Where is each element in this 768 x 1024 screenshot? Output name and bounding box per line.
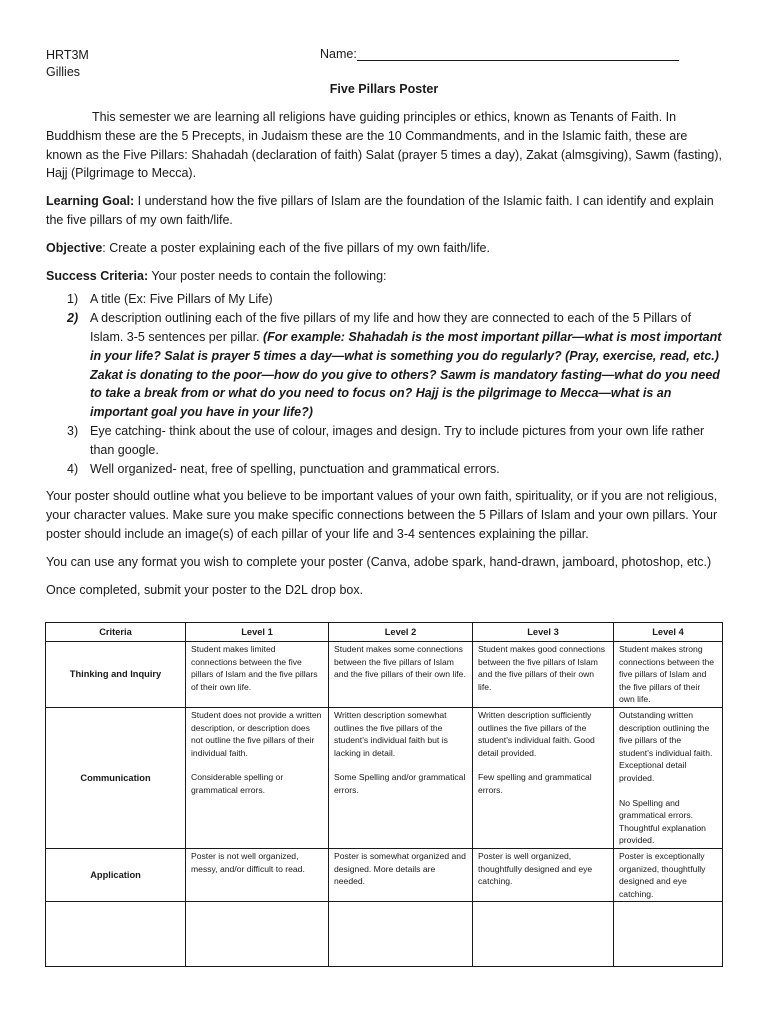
column-header: Level 4	[614, 623, 723, 642]
empty-cell	[473, 902, 614, 967]
cell-text: Written description sufficiently outlines the five pillars of the student's individual faith. Good detail provided.	[478, 709, 595, 758]
table-cell: Poster is exceptionally organized, thoughtfully designed and eye catching.	[614, 848, 723, 901]
table-cell: Student makes some connections between the five pillars of Islam and the five pillars of their own life.	[329, 642, 473, 708]
list-item	[46, 460, 722, 479]
name-label: Name:	[320, 47, 357, 61]
table-cell: Poster is well organized, thoughtfully designed and eye catching.	[473, 848, 614, 901]
cell-text: Considerable spelling or grammatical errors.	[191, 772, 284, 795]
table-cell: Student makes strong connections between the five pillars of Islam and the five pillars of their own life.	[614, 642, 723, 708]
column-header: Level 2	[329, 623, 473, 642]
empty-cell	[46, 902, 186, 967]
cell-text: Few spelling and grammatical errors.	[478, 772, 592, 795]
list-item	[46, 309, 722, 422]
submit-paragraph: Once completed, submit your poster to the D2L drop box.	[46, 582, 364, 597]
table-cell: Student makes limited connections between the five pillars of Islam and the five pillars of their own life.	[186, 642, 329, 708]
learning-goal-label: Learning Goal:	[46, 194, 135, 209]
cell-text: Student does not provide a written description, or description does not outline the five pillars of their individual faith.	[191, 709, 322, 758]
table-cell	[186, 707, 329, 848]
objective-label: Objective	[46, 240, 103, 255]
cell-text: Some Spelling and/or grammatical errors.	[334, 772, 466, 795]
table-row	[46, 707, 723, 848]
column-header: Level 1	[186, 623, 329, 642]
objective	[46, 239, 722, 258]
success-criteria-text: Your poster needs to contain the following:	[148, 268, 387, 283]
table-row	[46, 642, 723, 708]
success-criteria-label: Success Criteria:	[46, 268, 149, 283]
list-text: A title (Ex: Five Pillars of My Life)	[90, 292, 273, 307]
list-number: 1)	[67, 292, 79, 307]
table-cell: Poster is somewhat organized and designed. More details are needed.	[329, 848, 473, 901]
empty-cell	[614, 902, 723, 967]
objective-text: : Create a poster explaining each of the five pillars of my own faith/life.	[102, 240, 490, 255]
table-cell	[614, 707, 723, 848]
table-cell: Student makes good connections between the five pillars of Islam and the five pillars of their own life.	[473, 642, 614, 708]
pillar-example-text: (For example: Shahadah is the most important pillar—what is most important in your life? Salat is prayer 5 times a day—what is something you do regularly? (Pray, exercise, read, etc.) Zakat is donating to the poor—how do you give to others? Sawm is mandatory fasting—what do you need to take a break from or what do you need to focus on? Hajj is the pilgrimage to Mecca—what is an important goal you have in your life?)	[90, 329, 722, 420]
list-text: A description outlining each of the five pillars of my life and how they are connected to each of the 5 Pillars of Islam. 3-5 sentences per pillar.	[90, 311, 692, 344]
name-blank-line	[357, 47, 679, 61]
assignment-body	[46, 108, 722, 599]
course-info	[46, 47, 89, 81]
values-paragraph: Your poster should outline what you believe to be important values of your own faith, spirituality, or if you are not religious, your character values. Make sure you make specific connections between the 5 Pillars of Islam and your own pillars. Your poster should include an image(s) of each pillar of your life and 3-4 sentences explaining the pillar.	[46, 489, 718, 541]
criteria-cell: Communication	[46, 707, 186, 848]
list-item	[46, 290, 722, 309]
list-text: Eye catching- think about the use of colour, images and design. Try to include pictures from your own life rather than google.	[90, 423, 705, 457]
list-item	[46, 422, 722, 460]
criteria-cell: Thinking and Inquiry	[46, 642, 186, 708]
table-header-row	[46, 623, 723, 642]
learning-goal	[46, 192, 722, 230]
criteria-list	[46, 290, 722, 478]
criteria-cell: Application	[46, 848, 186, 901]
table-cell	[329, 707, 473, 848]
format-paragraph: You can use any format you wish to complete your poster (Canva, adobe spark, hand-drawn, jamboard, photoshop, etc.)	[46, 554, 712, 569]
teacher-name: Gillies	[46, 65, 81, 79]
column-header: Level 3	[473, 623, 614, 642]
table-cell: Poster is not well organized, messy, and/or difficult to read.	[186, 848, 329, 901]
page-title: Five Pillars Poster	[329, 82, 439, 96]
cell-text: Written description somewhat outlines the five pillars of the student's individual faith but is lacking in detail.	[334, 709, 448, 758]
table-row	[46, 848, 723, 901]
empty-cell	[186, 902, 329, 967]
empty-cell	[329, 902, 473, 967]
intro-paragraph: This semester we are learning all religions have guiding principles or ethics, known as Tenants of Faith. In Buddhism these are the 5 Precepts, in Judaism these are the 10 Commandments, and in the Islamic faith, these are known as the Five Pillars: Shahadah (declaration of faith) Salat (prayer 5 times a day), Zakat (almsgiving), Sawm (fasting), Hajj (Pilgrimage to Mecca).	[46, 110, 722, 181]
rubric-table	[45, 622, 723, 967]
empty-table-row	[46, 902, 723, 967]
list-number: 3)	[67, 423, 79, 438]
cell-text: Outstanding written description outlining the five pillars of the student's individual faith. Exceptional detail provided.	[619, 709, 713, 783]
success-criteria	[46, 267, 722, 286]
learning-goal-text: I understand how the five pillars of Islam are the foundation of the Islamic faith. I can identify and explain the five pillars of my own faith/life.	[46, 194, 714, 227]
list-number: 2)	[67, 311, 79, 326]
list-number: 4)	[67, 461, 79, 476]
table-cell	[473, 707, 614, 848]
course-code: HRT3M	[46, 48, 89, 62]
cell-text: No Spelling and grammatical errors.	[619, 797, 694, 821]
cell-text: Thoughtful explanation provided.	[619, 822, 706, 846]
name-field	[320, 47, 679, 61]
list-text: Well organized- neat, free of spelling, punctuation and grammatical errors.	[90, 461, 500, 476]
column-header: Criteria	[46, 623, 186, 642]
